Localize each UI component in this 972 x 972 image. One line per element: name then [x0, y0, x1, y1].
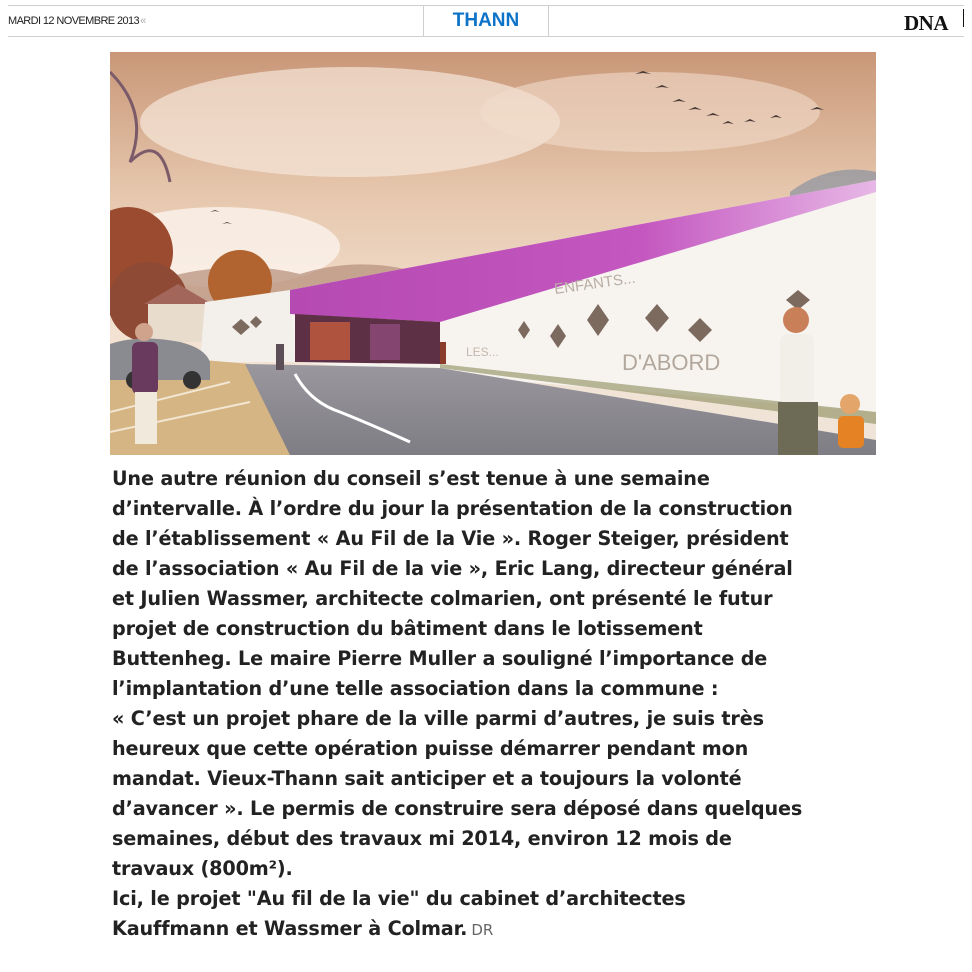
person-skirt — [135, 392, 157, 444]
cloud — [480, 72, 820, 152]
caption-line: de l’établissement « Au Fil de la Vie ». Roger Steiger, président — [112, 527, 789, 550]
page-header — [8, 5, 964, 37]
caption-line: de l’association « Au Fil de la vie », Eric Lang, directeur général — [112, 557, 793, 580]
person-head — [135, 323, 153, 341]
car-wheel — [183, 371, 201, 389]
person-woman-left — [132, 342, 158, 394]
logo-divider — [963, 9, 964, 27]
caption-line: d’avancer ». Le permis de construire sera déposé dans quelques — [112, 797, 803, 820]
caption-line-text: Kauffmann et Wassmer à Colmar. — [112, 917, 468, 940]
person-head — [783, 307, 809, 333]
caption-line: « C’est un projet phare de la ville parmi d’autres, je suis très — [112, 707, 764, 730]
caption-line: semaines, début des travaux mi 2014, environ 12 mois de — [112, 827, 732, 850]
sign-enfants: ENFANTS... — [553, 269, 637, 298]
article-caption — [112, 464, 884, 945]
building-illustration — [110, 52, 876, 455]
photo-credit: DR — [471, 921, 494, 939]
dna-logo — [904, 11, 948, 36]
child-head — [840, 394, 860, 414]
dna-logo-text: DNA — [904, 11, 948, 35]
caption-line: Buttenheg. Le maire Pierre Muller a souligné l’importance de — [112, 647, 768, 670]
child — [838, 416, 864, 448]
caption-line: d’intervalle. À l’ordre du jour la présentation de la construction — [112, 497, 793, 520]
date-text: MARDI 12 NOVEMBRE 2013 — [8, 15, 140, 27]
section-title: THANN — [423, 6, 549, 36]
caption-line: Ici, le projet "Au fil de la vie" du cabinet d’architectes — [112, 887, 686, 910]
publication-date — [8, 15, 146, 27]
previous-arrow-icon[interactable]: « — [140, 15, 146, 27]
person-woman-skirt — [778, 402, 818, 455]
entrance-tree — [310, 322, 350, 360]
person-small — [440, 342, 446, 364]
architect-rendering-photo — [110, 52, 876, 455]
caption-line: heureux que cette opération puisse démarrer pendant mon — [112, 737, 749, 760]
caption-last-line — [112, 914, 884, 945]
person-small — [276, 344, 284, 370]
caption-line: travaux (800m²). — [112, 857, 293, 880]
sign-dabord: D'ABORD — [622, 350, 721, 375]
caption-line: mandat. Vieux-Thann sait anticiper et a toujours la volonté — [112, 767, 742, 790]
person-woman-right — [780, 334, 814, 404]
entrance-window — [370, 324, 400, 360]
caption-line: et Julien Wassmer, architecte colmarien, ont présenté le futur — [112, 587, 773, 610]
caption-line: projet de construction du bâtiment dans le lotissement — [112, 617, 703, 640]
caption-line: Une autre réunion du conseil s’est tenue à une semaine — [112, 467, 710, 490]
caption-line: l’implantation d’une telle association dans la commune : — [112, 677, 719, 700]
sign-les: LES... — [466, 345, 499, 359]
house — [148, 302, 208, 342]
